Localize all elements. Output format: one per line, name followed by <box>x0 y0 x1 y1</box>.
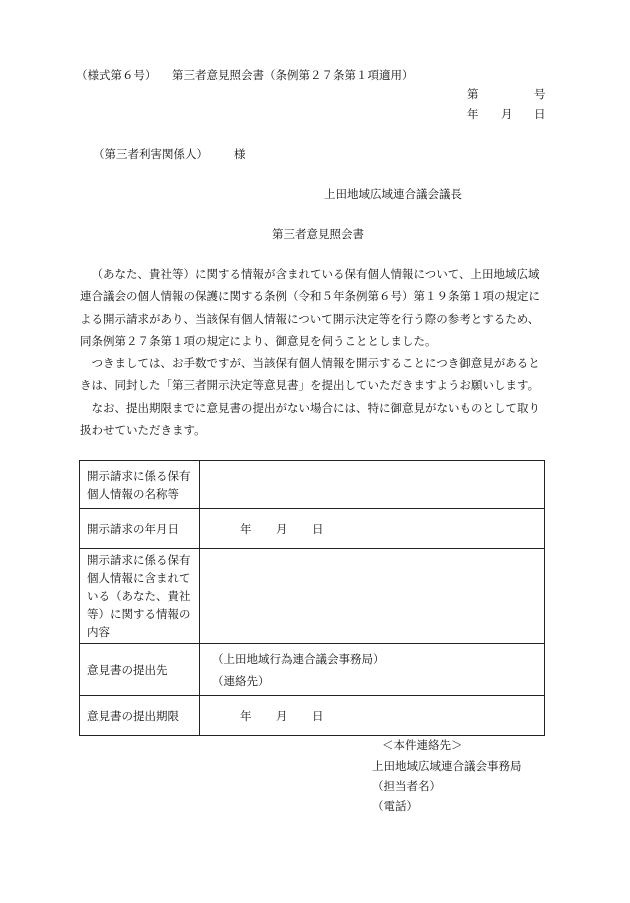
deadline-year: 年 <box>240 708 252 723</box>
doc-number-suffix: 号 <box>534 87 546 101</box>
date-month: 月 <box>501 107 513 121</box>
document-title: 第三者意見照会書 <box>272 227 364 241</box>
contact-phone: （電話） <box>372 799 418 813</box>
submit-to-office: （上田地域行為連合議会事務局） <box>212 651 385 666</box>
table-row <box>80 644 545 696</box>
deadline-day: 日 <box>312 708 324 723</box>
request-date-month: 月 <box>276 521 288 536</box>
table-row <box>80 696 545 736</box>
row-label-submit-to: 意見書の提出先 <box>80 644 200 696</box>
contact-person: （担当者名） <box>372 779 441 793</box>
addressee-name: （第三者利害関係人） <box>93 147 208 161</box>
form-title: 第三者意見照会書（条例第２７条第１項適用） <box>172 68 414 82</box>
table-row <box>80 509 545 549</box>
row-value-info-name[interactable] <box>200 461 545 509</box>
body-paragraph-2: つきましては、お手数ですが、当該保有個人情報を開示することにつき御意見があるときは、同封した「第三者開示決定等意見書」を提出していただきますようお願いします。 <box>80 356 540 393</box>
sender: 上田地域広域連合議会議長 <box>324 187 462 201</box>
request-date-day: 日 <box>312 521 324 536</box>
row-value-submit-to <box>200 644 545 696</box>
table-row <box>80 549 545 644</box>
date-day: 日 <box>534 107 546 121</box>
row-value-info-content[interactable] <box>200 549 545 644</box>
deadline-month: 月 <box>276 708 288 723</box>
row-label-deadline: 意見書の提出期限 <box>80 696 200 736</box>
row-value-deadline[interactable] <box>200 696 545 736</box>
body-text <box>80 263 550 441</box>
row-value-request-date[interactable] <box>200 509 545 549</box>
contact-heading: ＜本件連絡先＞ <box>382 738 463 752</box>
body-paragraph-3: なお、提出期限までに意見書の提出がない場合には、特に御意見がないものとして取り扱わせていただきます。 <box>80 400 540 438</box>
form-number: （様式第６号） <box>76 68 157 82</box>
table-row <box>80 461 545 509</box>
row-label-request-date: 開示請求の年月日 <box>80 509 200 549</box>
inquiry-table <box>79 460 545 736</box>
doc-number-prefix: 第 <box>467 87 479 101</box>
request-date-year: 年 <box>240 521 252 536</box>
row-label-info-content: 開示請求に係る保有個人情報に含まれている（あなた、貴社等）に関する情報の内容 <box>80 549 200 644</box>
submit-to-contact: （連絡先） <box>212 673 270 688</box>
row-label-info-name: 開示請求に係る保有個人情報の名称等 <box>80 461 200 509</box>
addressee-honorific: 様 <box>234 147 246 161</box>
body-paragraph-1: （あなた、貴社等）に関する情報が含まれている保有個人情報について、上田地域広域連合議会の個人情報の保護に関する条例（令和５年条例第６号）第１９条第１項の規定による開示請求があり、当該保有個人情報について開示決定等を行う際の参考とするため、同条例第２７条第１項の規定により、御意見を伺うこととしました。 <box>80 267 540 348</box>
date-year: 年 <box>467 107 479 121</box>
contact-office: 上田地域広域連合議会事務局 <box>372 759 522 773</box>
